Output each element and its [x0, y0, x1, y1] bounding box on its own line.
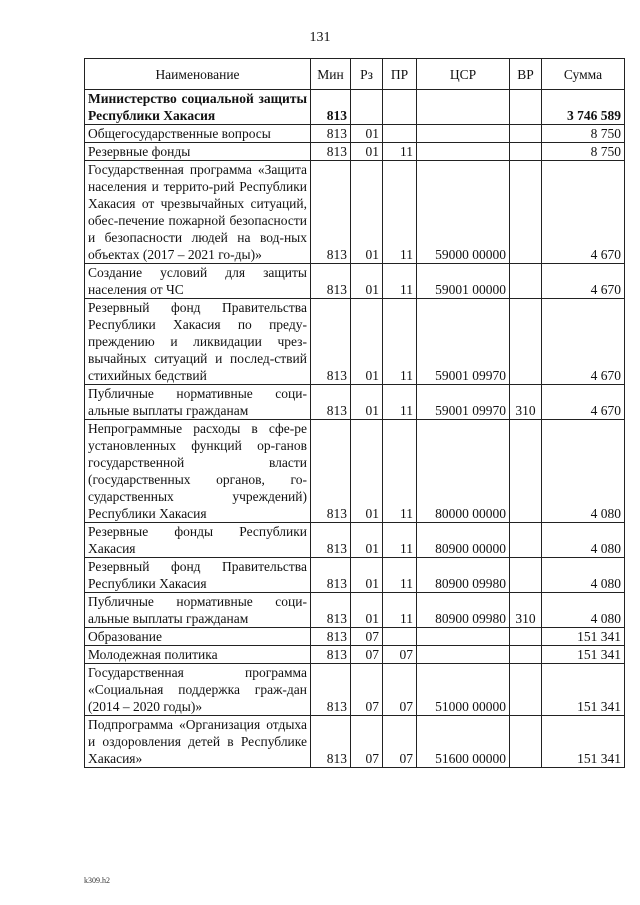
cell-pr: 11 [383, 385, 417, 420]
cell-pr [383, 125, 417, 143]
cell-name: Резервные фонды Республики Хакасия [85, 523, 311, 558]
cell-name: Публичные нормативные соци-альные выплаты гражданам [85, 385, 311, 420]
cell-name: Резервные фонды [85, 143, 311, 161]
cell-pr: 07 [383, 664, 417, 716]
cell-sum: 4 670 [542, 264, 625, 299]
cell-rz: 01 [351, 125, 383, 143]
cell-pr: 07 [383, 716, 417, 768]
cell-csr: 51600 00000 [417, 716, 510, 768]
cell-name: Государственная программа «Социальная поддержка граж-дан (2014 – 2020 годы)» [85, 664, 311, 716]
cell-vr [510, 299, 542, 385]
cell-rz: 07 [351, 664, 383, 716]
table-row [85, 664, 625, 716]
cell-vr: 310 [510, 593, 542, 628]
cell-sum: 151 341 [542, 628, 625, 646]
cell-min: 813 [311, 125, 351, 143]
cell-sum: 4 080 [542, 593, 625, 628]
cell-min: 813 [311, 299, 351, 385]
cell-vr [510, 646, 542, 664]
cell-pr: 07 [383, 646, 417, 664]
cell-sum: 4 670 [542, 299, 625, 385]
cell-name: Непрограммные расходы в сфе-ре установленных функций ор-ганов государственной власти (государственных органов, го-сударственных учреждений) Республики Хакасия [85, 420, 311, 523]
header-pr: ПР [383, 59, 417, 90]
cell-csr: 59001 00000 [417, 264, 510, 299]
cell-vr [510, 264, 542, 299]
cell-min: 813 [311, 264, 351, 299]
cell-csr: 59000 00000 [417, 161, 510, 264]
cell-name: Создание условий для защиты населения от ЧС [85, 264, 311, 299]
cell-pr: 11 [383, 593, 417, 628]
cell-csr: 80900 09980 [417, 558, 510, 593]
table-row [85, 523, 625, 558]
cell-name: Общегосударственные вопросы [85, 125, 311, 143]
cell-min: 813 [311, 420, 351, 523]
cell-name: Образование [85, 628, 311, 646]
cell-rz: 01 [351, 558, 383, 593]
cell-rz: 01 [351, 385, 383, 420]
cell-vr [510, 558, 542, 593]
table-row [85, 646, 625, 664]
cell-csr: 59001 09970 [417, 299, 510, 385]
cell-vr [510, 90, 542, 125]
cell-rz: 01 [351, 143, 383, 161]
cell-vr [510, 664, 542, 716]
header-vr: ВР [510, 59, 542, 90]
cell-sum: 4 670 [542, 385, 625, 420]
cell-name: Молодежная политика [85, 646, 311, 664]
table-row [85, 90, 625, 125]
cell-min: 813 [311, 716, 351, 768]
cell-name: Резервный фонд Правительства Республики Хакасия по преду-преждению и ликвидации чрез-вычайных ситуаций и послед-ствий стихийных бедствий [85, 299, 311, 385]
cell-csr [417, 125, 510, 143]
cell-pr [383, 628, 417, 646]
table-row [85, 420, 625, 523]
cell-csr [417, 143, 510, 161]
cell-csr: 59001 09970 [417, 385, 510, 420]
cell-name: Государственная программа «Защита населения и террито-рий Республики Хакасия от чрезвычайных ситуаций, обес-печение пожарной безопасности и безопасности людей на вод-ных объектах (2017 – 2021 го-ды)» [85, 161, 311, 264]
cell-min: 813 [311, 628, 351, 646]
cell-rz: 07 [351, 716, 383, 768]
cell-min: 813 [311, 161, 351, 264]
cell-name: Министерство социальной защиты Республики Хакасия [85, 90, 311, 125]
header-min: Мин [311, 59, 351, 90]
table-row [85, 385, 625, 420]
cell-min: 813 [311, 593, 351, 628]
cell-sum: 4 670 [542, 161, 625, 264]
cell-pr: 11 [383, 161, 417, 264]
cell-csr [417, 628, 510, 646]
cell-sum: 4 080 [542, 523, 625, 558]
table-row [85, 628, 625, 646]
table-row [85, 125, 625, 143]
header-rz: Рз [351, 59, 383, 90]
cell-vr [510, 125, 542, 143]
table-row [85, 161, 625, 264]
cell-sum: 3 746 589 [542, 90, 625, 125]
cell-min: 813 [311, 646, 351, 664]
budget-table [84, 58, 625, 768]
cell-vr [510, 716, 542, 768]
cell-min: 813 [311, 664, 351, 716]
cell-sum: 8 750 [542, 143, 625, 161]
cell-vr [510, 523, 542, 558]
cell-sum: 151 341 [542, 646, 625, 664]
header-sum: Сумма [542, 59, 625, 90]
table-body [85, 90, 625, 768]
cell-name: Резервный фонд Правительства Республики Хакасия [85, 558, 311, 593]
cell-sum: 151 341 [542, 664, 625, 716]
cell-rz: 01 [351, 161, 383, 264]
header-name: Наименование [85, 59, 311, 90]
cell-rz: 07 [351, 646, 383, 664]
cell-name: Публичные нормативные соци-альные выплаты гражданам [85, 593, 311, 628]
table-row [85, 716, 625, 768]
table-header-row [85, 59, 625, 90]
table-row [85, 264, 625, 299]
cell-rz: 01 [351, 420, 383, 523]
cell-csr [417, 646, 510, 664]
table-row [85, 593, 625, 628]
cell-name: Подпрограмма «Организация отдыха и оздоровления детей в Республике Хакасия» [85, 716, 311, 768]
cell-vr: 310 [510, 385, 542, 420]
cell-vr [510, 628, 542, 646]
cell-rz: 01 [351, 593, 383, 628]
cell-pr: 11 [383, 523, 417, 558]
cell-min: 813 [311, 143, 351, 161]
table-row [85, 558, 625, 593]
cell-csr [417, 90, 510, 125]
cell-min: 813 [311, 385, 351, 420]
cell-rz: 01 [351, 264, 383, 299]
cell-pr: 11 [383, 420, 417, 523]
cell-csr: 51000 00000 [417, 664, 510, 716]
cell-min: 813 [311, 523, 351, 558]
cell-csr: 80900 09980 [417, 593, 510, 628]
cell-pr: 11 [383, 558, 417, 593]
cell-csr: 80900 00000 [417, 523, 510, 558]
cell-min: 813 [311, 90, 351, 125]
footer-code: k309.h2 [84, 876, 110, 885]
page-number: 131 [309, 30, 331, 45]
cell-sum: 8 750 [542, 125, 625, 143]
cell-vr [510, 143, 542, 161]
cell-vr [510, 420, 542, 523]
cell-rz: 01 [351, 299, 383, 385]
table-row [85, 299, 625, 385]
cell-sum: 4 080 [542, 420, 625, 523]
header-csr: ЦСР [417, 59, 510, 90]
table-row [85, 143, 625, 161]
cell-sum: 151 341 [542, 716, 625, 768]
cell-rz: 07 [351, 628, 383, 646]
cell-sum: 4 080 [542, 558, 625, 593]
cell-rz [351, 90, 383, 125]
cell-pr: 11 [383, 264, 417, 299]
cell-rz: 01 [351, 523, 383, 558]
cell-pr: 11 [383, 143, 417, 161]
cell-min: 813 [311, 558, 351, 593]
cell-pr: 11 [383, 299, 417, 385]
cell-csr: 80000 00000 [417, 420, 510, 523]
cell-vr [510, 161, 542, 264]
cell-pr [383, 90, 417, 125]
